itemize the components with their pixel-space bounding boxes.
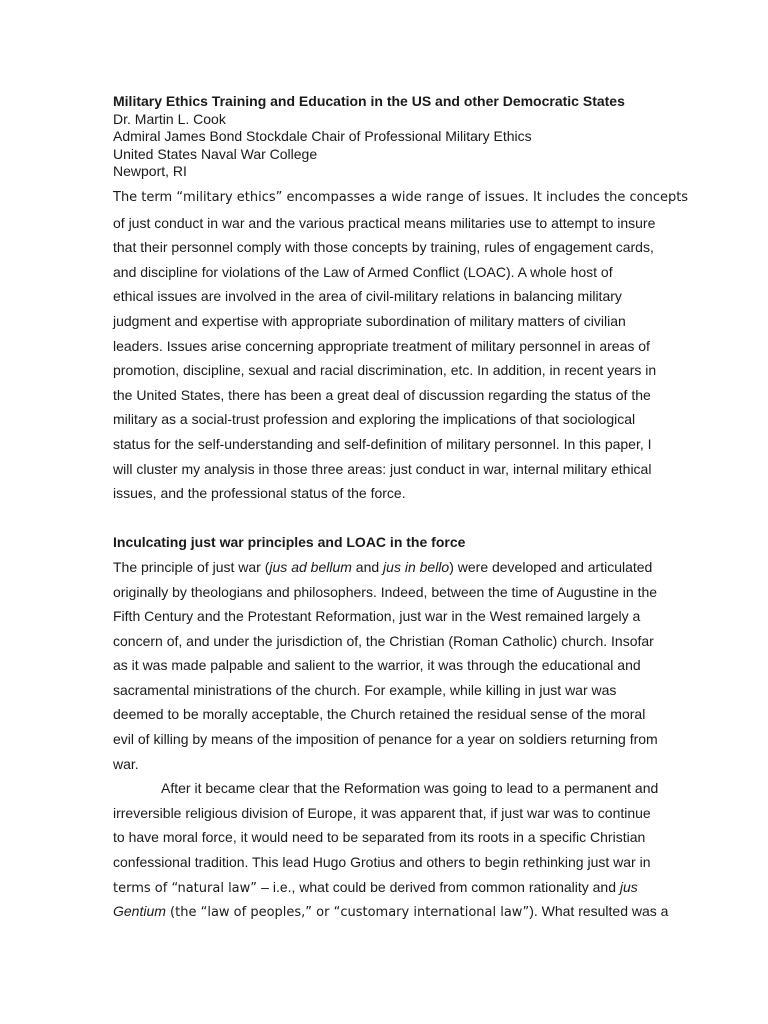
author-position: Admiral James Bond Stockdale Chair of Professional Military Ethics	[113, 128, 532, 144]
intro-line: military as a social-trust profession and exploring the implications of that sociological	[113, 411, 636, 428]
section-paragraph-2	[113, 776, 669, 924]
section-line: deemed to be morally acceptable, the Church retained the residual sense of the moral	[113, 706, 646, 723]
document-title: Military Ethics Training and Education in the US and other Democratic States	[113, 93, 625, 109]
paragraph-gap	[113, 506, 661, 531]
text-run: and	[351, 558, 384, 575]
document-header	[113, 93, 733, 181]
section-line	[113, 555, 661, 580]
section-line: confessional tradition. This lead Hugo Grotius and others to begin rethinking just war in	[113, 854, 651, 871]
intro-line: leaders. Issues arise concerning appropriate treatment of military personnel in areas of	[113, 337, 650, 354]
latin-term-jus-ad-bellum: jus ad bellum	[269, 558, 352, 575]
intro-line: The term “military ethics” encompasses a wide range of issues. It includes the concepts	[113, 190, 689, 205]
section-line	[113, 899, 669, 924]
section-line: originally by theologians and philosophers. Indeed, between the time of Augustine in the	[113, 583, 658, 600]
section-paragraph-1	[113, 555, 661, 776]
section-line: irreversible religious division of Europe, it was apparent that, if just war was to continue	[113, 804, 651, 821]
intro-line: will cluster my analysis in those three areas: just conduct in war, internal military ethical	[113, 460, 652, 477]
intro-line: judgment and expertise with appropriate subordination of military matters of civilian	[113, 312, 626, 329]
document-body	[113, 186, 689, 924]
text-run: terms of “natural law”	[113, 880, 262, 896]
section-line	[113, 875, 661, 900]
intro-line: status for the self-understanding and self-definition of military personnel. In this paper, I	[113, 435, 652, 452]
section-line: as it was made palpable and salient to the warrior, it was through the educational and	[113, 657, 641, 674]
text-run: ). What resulted was a	[529, 903, 669, 920]
text-run: The principle of just war (	[113, 558, 270, 575]
text-run: – i.e., what could be derived from common rationality and	[261, 878, 620, 895]
section-line: Fifth Century and the Protestant Reformation, just war in the West remained largely a	[113, 608, 641, 625]
section-line: After it became clear that the Reformation was going to lead to a permanent and	[161, 780, 659, 797]
section-line: concern of, and under the jurisdiction of, the Christian (Roman Catholic) church. Insofar	[113, 632, 654, 649]
intro-line: ethical issues are involved in the area of civil-military relations in balancing military	[113, 288, 622, 305]
intro-line: promotion, discipline, sexual and racial discrimination, etc. In addition, in recent years in	[113, 362, 657, 379]
section-line: war.	[113, 755, 139, 772]
intro-line: and discipline for violations of the Law of Armed Conflict (LOAC). A whole host of	[113, 263, 613, 280]
section-line: to have moral force, it would need to be separated from its roots in a specific Christian	[113, 829, 646, 846]
section-line: evil of killing by means of the imposition of penance for a year on soldiers returning from	[113, 731, 658, 748]
intro-line: that their personnel comply with those concepts by training, rules of engagement cards,	[113, 239, 654, 256]
latin-term-jus-in-bello: jus in bello	[383, 558, 450, 575]
intro-line: the United States, there has been a great deal of discussion regarding the status of the	[113, 386, 651, 403]
section-heading: Inculcating just war principles and LOAC in the force	[113, 534, 466, 551]
author-institution: United States Naval War College	[113, 145, 318, 162]
intro-line: issues, and the professional status of the force.	[113, 485, 406, 502]
intro-paragraph	[113, 186, 689, 506]
text-run: (the “law of peoples,” or “customary international law”	[165, 905, 530, 921]
intro-line: of just conduct in war and the various practical means militaries use to attempt to insure	[113, 214, 656, 231]
text-run: ) were developed and articulated	[449, 558, 653, 575]
section-line: sacramental ministrations of the church. For example, while killing in just war was	[113, 681, 617, 698]
author-name: Dr. Martin L. Cook	[113, 110, 226, 127]
latin-term-gentium: Gentium	[113, 903, 166, 920]
latin-term-jus: jus	[619, 878, 638, 895]
author-location: Newport, RI	[113, 163, 187, 179]
